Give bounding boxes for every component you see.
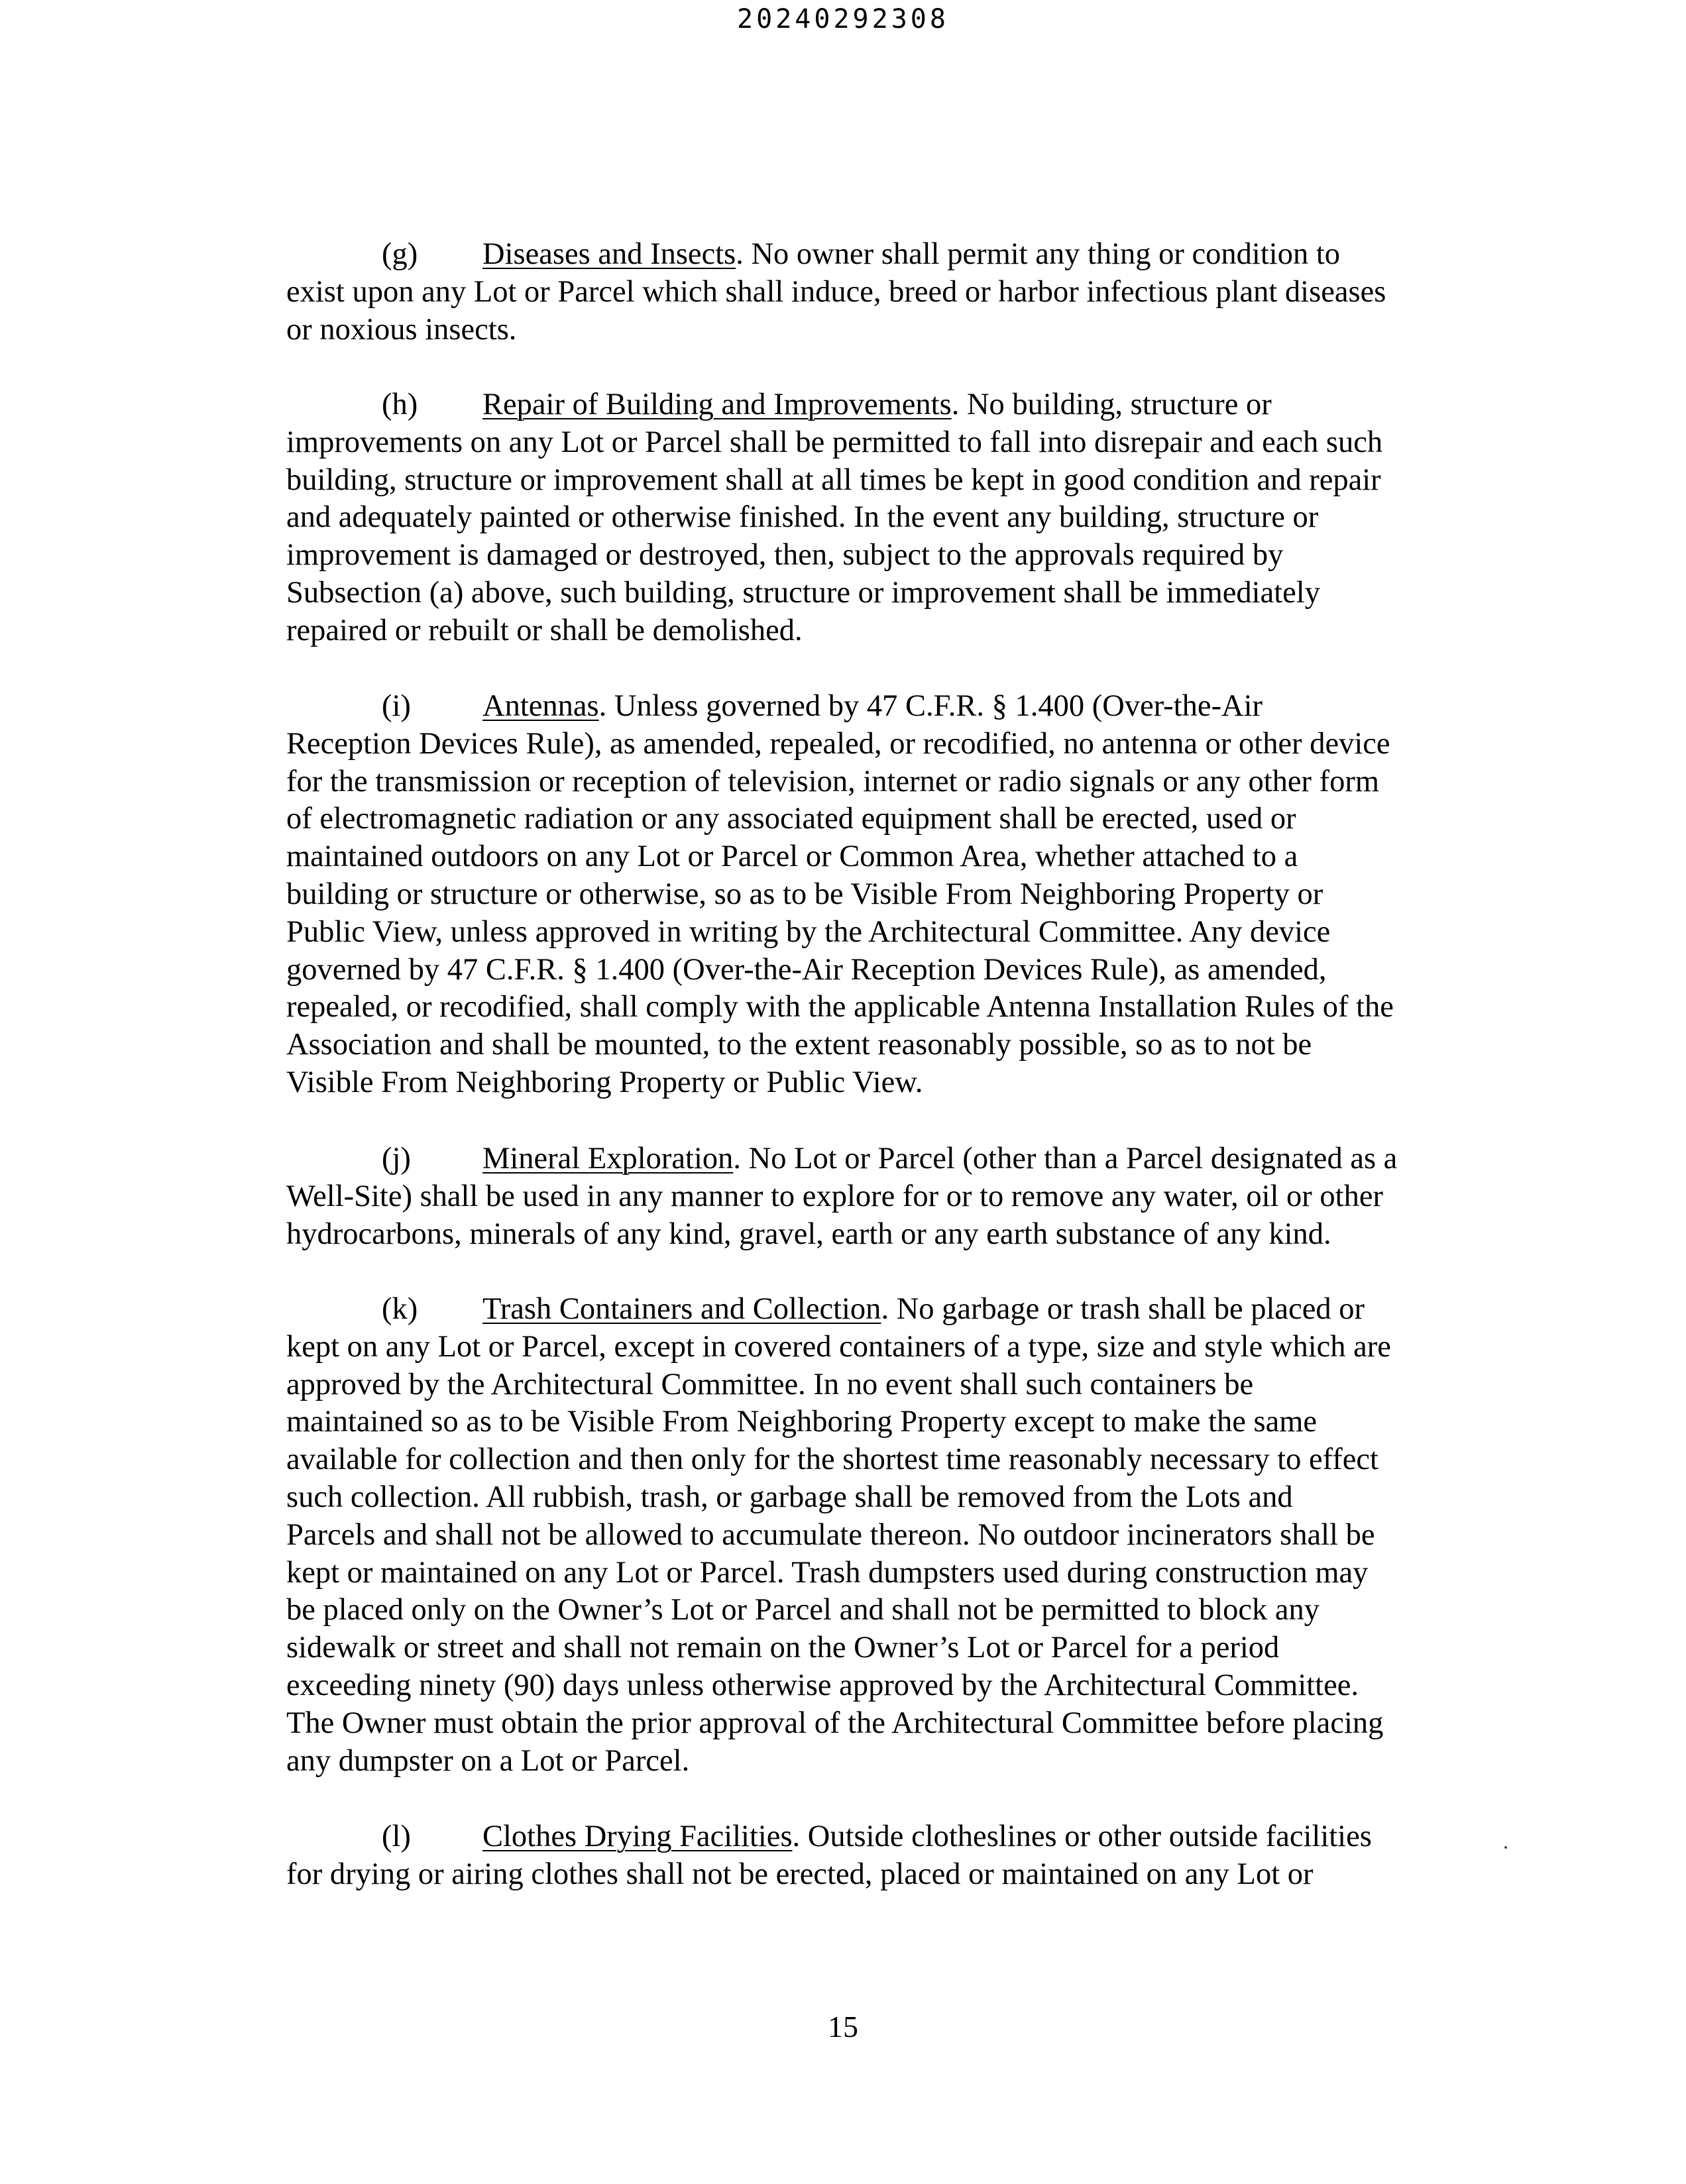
section-line: repaired or rebuilt or shall be demolished. <box>286 613 803 647</box>
section-j <box>286 1140 1466 1253</box>
section-line: hydrocarbons, minerals of any kind, gravel, earth or any earth substance of any kind. <box>286 1217 1331 1251</box>
section-line: Association and shall be mounted, to the extent reasonably possible, so as to not be <box>286 1028 1312 1062</box>
section-line: Visible From Neighboring Property or Public View. <box>286 1065 923 1099</box>
section-text: . No Lot or Parcel (other than a Parcel designated as a <box>733 1142 1398 1175</box>
section-line: exist upon any Lot or Parcel which shall induce, breed or harbor infectious plant diseases <box>286 274 1386 309</box>
section-line: building, structure or improvement shall at all times be kept in good condition and repair <box>286 463 1381 497</box>
section-line: of electromagnetic radiation or any associated equipment shall be erected, used or <box>286 802 1296 836</box>
section-line: improvement is damaged or destroyed, then, subject to the approvals required by <box>286 538 1284 573</box>
section-heading: Trash Containers and Collection <box>482 1292 881 1326</box>
section-heading: Clothes Drying Facilities <box>482 1820 793 1853</box>
section-label: (l) <box>382 1820 411 1853</box>
section-heading: Diseases and Insects <box>482 237 736 271</box>
section-first-line <box>286 1818 1466 1856</box>
page-number: 15 <box>828 2010 858 2044</box>
document-number: 20240292308 <box>737 4 949 34</box>
section-first-line <box>286 1140 1466 1178</box>
section-line: The Owner must obtain the prior approval of the Architectural Committee before placing <box>286 1706 1384 1740</box>
section-line: building or structure or otherwise, so as to be Visible From Neighboring Property or <box>286 877 1323 911</box>
section-label: (j) <box>382 1142 411 1175</box>
section-line: Parcels and shall not be allowed to accumulate thereon. No outdoor incinerators shall be <box>286 1517 1375 1552</box>
section-line: repealed, or recodified, shall comply with the applicable Antenna Installation Rules of the <box>286 990 1394 1024</box>
section-line: and adequately painted or otherwise finished. In the event any building, structure or <box>286 500 1319 535</box>
section-text: . Unless governed by 47 C.F.R. § 1.400 (Over-the-Air <box>598 689 1263 723</box>
section-heading: Mineral Exploration <box>482 1142 734 1175</box>
section-line: for the transmission or reception of television, internet or radio signals or any other form <box>286 764 1380 798</box>
section-line: maintained outdoors on any Lot or Parcel or Common Area, whether attached to a <box>286 840 1298 874</box>
section-line: or noxious insects. <box>286 312 517 347</box>
section-text: . No building, structure or <box>951 388 1272 421</box>
section-line: improvements on any Lot or Parcel shall be permitted to fall into disrepair and each such <box>286 425 1383 459</box>
section-line: Subsection (a) above, such building, structure or improvement shall be immediately <box>286 575 1320 610</box>
section-line: Well-Site) shall be used in any manner to explore for or to remove any water, oil or other <box>286 1179 1383 1213</box>
section-first-line <box>286 1291 1466 1329</box>
section-k <box>286 1291 1466 1780</box>
section-heading: Antennas <box>482 689 599 723</box>
section-line: exceeding ninety (90) days unless otherwise approved by the Architectural Committee. <box>286 1668 1359 1702</box>
section-text: . No garbage or trash shall be placed or <box>881 1292 1365 1326</box>
section-line: sidewalk or street and shall not remain on the Owner’s Lot or Parcel for a period <box>286 1631 1280 1665</box>
section-line: available for collection and then only for the shortest time reasonably necessary to effect <box>286 1443 1378 1477</box>
section-label: (k) <box>382 1292 418 1326</box>
section-label: (i) <box>382 689 411 723</box>
scan-speck <box>1504 1846 1507 1849</box>
section-line: kept on any Lot or Parcel, except in covered containers of a type, size and style which are <box>286 1329 1391 1364</box>
section-line: maintained so as to be Visible From Neighboring Property except to make the same <box>286 1405 1318 1439</box>
section-text: . Outside clotheslines or other outside facilities <box>792 1820 1372 1853</box>
section-line: kept or maintained on any Lot or Parcel. Trash dumpsters used during construction may <box>286 1555 1369 1590</box>
section-label: (g) <box>382 237 418 271</box>
section-line: be placed only on the Owner’s Lot or Parcel and shall not be permitted to block any <box>286 1593 1320 1627</box>
section-first-line <box>286 236 1466 274</box>
section-i <box>286 688 1466 1102</box>
section-line: for drying or airing clothes shall not be erected, placed or maintained on any Lot or <box>286 1857 1314 1891</box>
section-first-line <box>286 688 1466 726</box>
section-line: Reception Devices Rule), as amended, repealed, or recodified, no antenna or other device <box>286 726 1390 761</box>
section-line: approved by the Architectural Committee. In no event shall such containers be <box>286 1367 1254 1401</box>
section-line: governed by 47 C.F.R. § 1.400 (Over-the-Air Reception Devices Rule), as amended, <box>286 952 1327 987</box>
section-g <box>286 236 1466 349</box>
section-first-line <box>286 386 1466 424</box>
section-text: . No owner shall permit any thing or condition to <box>736 237 1340 271</box>
section-label: (h) <box>382 388 418 421</box>
section-line: such collection. All rubbish, trash, or garbage shall be removed from the Lots and <box>286 1480 1293 1514</box>
section-l <box>286 1818 1466 1894</box>
section-h <box>286 386 1466 650</box>
section-heading: Repair of Building and Improvements <box>482 388 952 421</box>
section-line: Public View, unless approved in writing by the Architectural Committee. Any device <box>286 914 1331 949</box>
section-line: any dumpster on a Lot or Parcel. <box>286 1743 690 1778</box>
